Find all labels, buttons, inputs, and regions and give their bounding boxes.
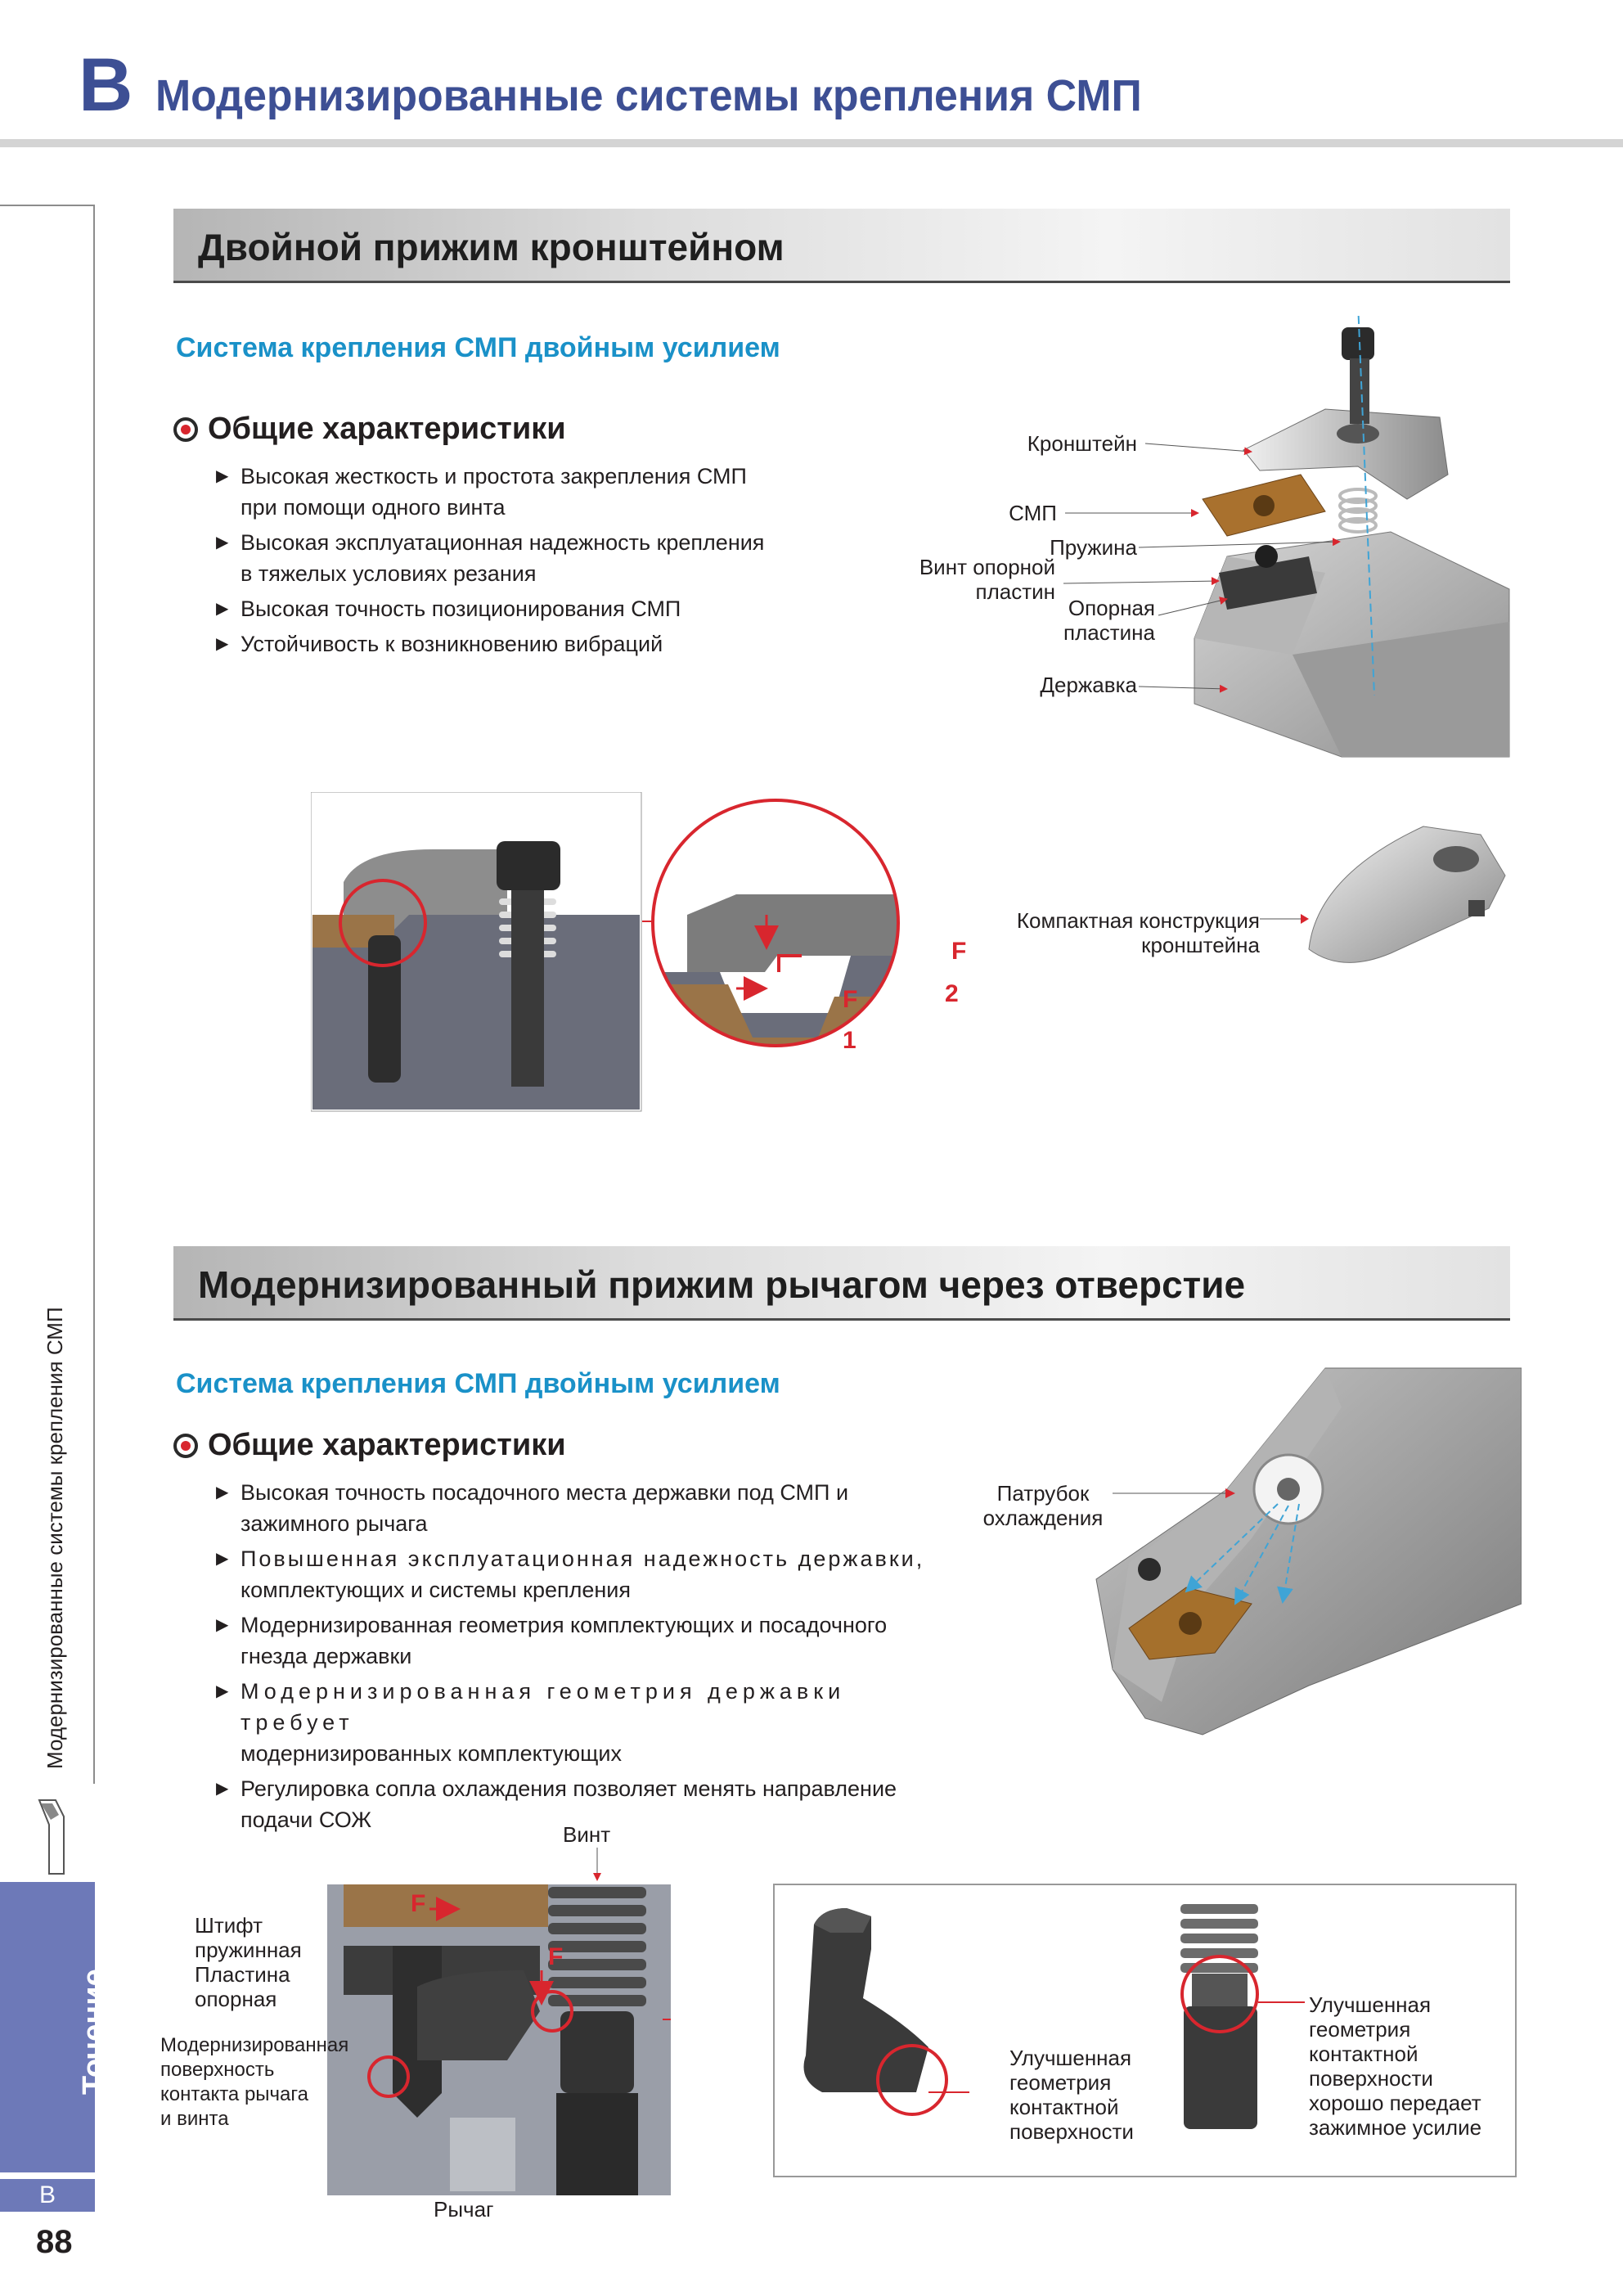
section-subheading: Система крепления СМП двойным усилием — [176, 332, 780, 363]
label-improved-screw-contact: Улучшенная геометрия контактной поверхности хорошо передает зажимное усилие — [1309, 1992, 1482, 2140]
feature-item: ▶ Модернизированная геометрия комплектующих и посадочного гнезда державки — [216, 1609, 952, 1672]
page-number: 88 — [36, 2224, 73, 2260]
sidebar-top-rule — [0, 205, 95, 206]
features-heading — [173, 412, 566, 447]
section-subheading: Система крепления СМП двойным усилием — [176, 1368, 780, 1399]
turning-tool-icon — [31, 1792, 80, 1878]
target-bullet-icon — [173, 417, 198, 442]
feature-item: ▶ Регулировка сопла охлаждения позволяет менять направление подачи СОЖ — [216, 1773, 952, 1835]
section-letter-badge: B — [0, 2179, 95, 2212]
header-rule — [0, 139, 1623, 147]
features-heading-text: Общие характеристики — [208, 412, 566, 446]
feature-item: ▶ Устойчивость к возникновению вибраций — [216, 628, 854, 660]
chapter-tab-label: Точение — [77, 1969, 111, 2095]
force-f1-letter: F — [843, 986, 858, 1013]
section-banner-lever-clamp — [173, 1246, 1510, 1321]
compact-bracket-render — [1260, 810, 1522, 990]
label-coolant-nozzle: Патрубок охлаждения — [982, 1481, 1104, 1530]
features-list — [216, 1477, 952, 1839]
force-f-letter-side: F — [548, 1943, 564, 1970]
feature-item: ▶ Модернизированная геометрия державки требует модернизированных комплектующих — [216, 1676, 952, 1769]
bracket-clamp-exploded-view — [883, 311, 1530, 769]
bracket-clamp-cross-section — [311, 792, 1243, 1152]
label-support-plate: Опорная пластина — [1063, 596, 1155, 645]
sidebar-rule — [93, 205, 95, 1784]
lever-clamp-cross-section — [327, 1848, 671, 2208]
section-banner-title: Модернизированный прижим рычагом через отверстие — [198, 1263, 1246, 1306]
feature-item: ▶ Высокая точность посадочного места державки под СМП и зажимного рычага — [216, 1477, 952, 1539]
chapter-letter: B — [79, 43, 133, 127]
feature-item: ▶ Высокая точность позиционирования СМП — [216, 593, 854, 624]
label-lever: Рычаг — [434, 2197, 494, 2222]
boring-bar-render — [1063, 1358, 1522, 1751]
section-banner-bracket-clamp — [173, 209, 1510, 283]
label-insert: СМП — [1009, 501, 1057, 525]
label-holder: Державка — [1040, 673, 1137, 697]
feature-item: ▶ Повышенная эксплуатационная надежность державки, комплектующих и системы крепления — [216, 1543, 952, 1605]
force-f-letter-top: F — [411, 1890, 426, 1917]
page-title: Модернизированные системы крепления СМП — [155, 71, 1142, 120]
feature-item: ▶ Высокая эксплуатационная надежность крепления в тяжелых условиях резания — [216, 527, 854, 589]
features-heading-text: Общие характеристики — [208, 1428, 566, 1462]
label-improved-lever-contact: Улучшенная геометрия контактной поверхности — [1009, 2046, 1134, 2144]
label-screw: Винт — [563, 1822, 611, 1847]
sidebar-section-title: Модернизированные системы крепления СМП — [43, 1307, 67, 1769]
features-list — [216, 461, 854, 664]
label-modernized-contact-surface: Модернизированная поверхность контакта рычага и винта — [160, 2034, 349, 2130]
compact-bracket-leader — [1260, 914, 1309, 924]
section-banner-title: Двойной прижим кронштейном — [198, 226, 785, 268]
label-spring-pin-support-plate: Штифт пружинная Пластина опорная — [195, 1913, 302, 2011]
label-support-screw: Винт опорной пластин — [919, 555, 1055, 604]
force-f2-letter: F — [951, 938, 967, 965]
label-bracket: Кронштейн — [1027, 431, 1137, 456]
coolant-leader — [1113, 1488, 1235, 1499]
features-heading — [173, 1428, 566, 1463]
force-f1-index: 1 — [843, 1027, 856, 1054]
feature-item: ▶ Высокая жесткость и простота закрепления СМП при помощи одного винта — [216, 461, 854, 523]
label-compact-bracket: Компактная конструкция кронштейна — [1016, 908, 1260, 957]
target-bullet-icon — [173, 1434, 198, 1458]
force-f2-index: 2 — [945, 980, 959, 1007]
label-spring: Пружина — [1050, 535, 1137, 560]
